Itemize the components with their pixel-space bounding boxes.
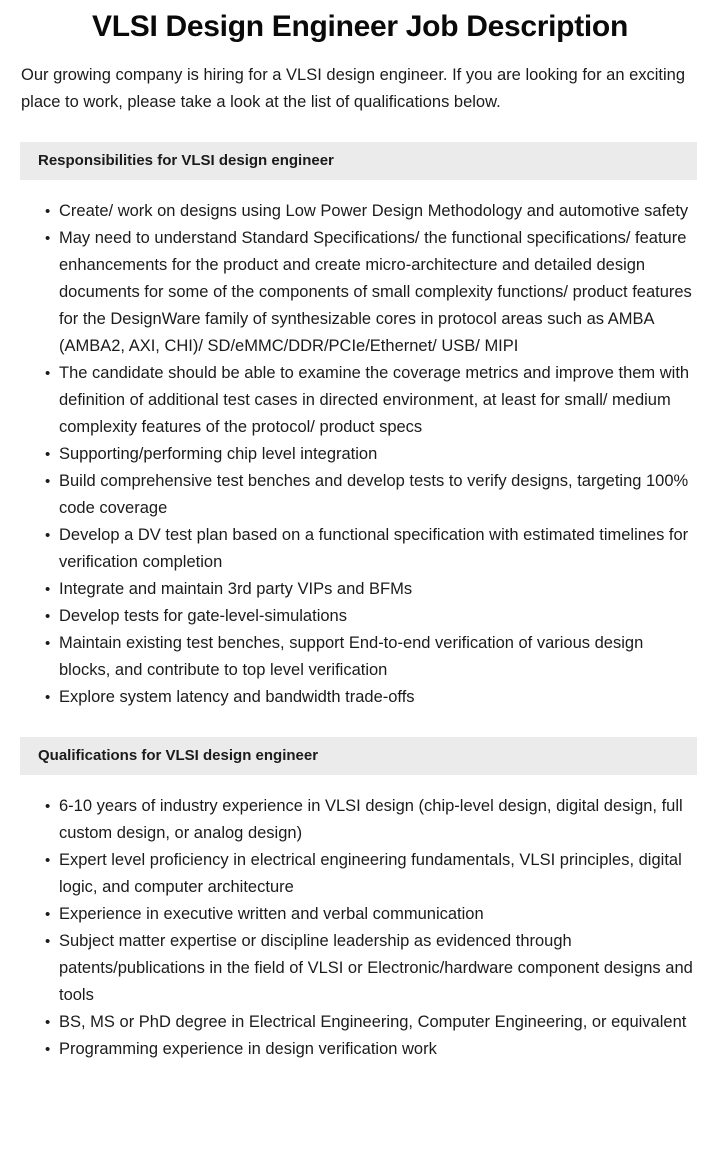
list-item: • BS, MS or PhD degree in Electrical Engineering, Computer Engineering, or equivalent bbox=[45, 1009, 697, 1036]
section-heading-qualifications: Qualifications for VLSI design engineer bbox=[20, 737, 697, 775]
list-item: • Experience in executive written and verbal communication bbox=[45, 901, 697, 928]
section-responsibilities bbox=[0, 142, 720, 711]
list-item: • The candidate should be able to examine the coverage metrics and improve them with definition of additional test cases in directed environment, at least for small/ medium complexity features of the protocol/ product specs bbox=[45, 360, 697, 441]
list-item: • Supporting/performing chip level integration bbox=[45, 441, 697, 468]
list-item: • 6-10 years of industry experience in VLSI design (chip-level design, digital design, full custom design, or analog design) bbox=[45, 793, 697, 847]
list-item: • May need to understand Standard Specifications/ the functional specifications/ feature enhancements for the product and create micro-architecture and detailed design documents for some of the components of small complexity functions/ product features for the DesignWare family of synthesizable cores in protocol areas such as AMBA (AMBA2, AXI, CHI)/ SD/eMMC/DDR/PCIe/Ethernet/ USB/ MIPI bbox=[45, 225, 697, 360]
list-item: • Create/ work on designs using Low Power Design Methodology and automotive safety bbox=[45, 198, 697, 225]
list-item: • Programming experience in design verification work bbox=[45, 1036, 697, 1063]
page-title: VLSI Design Engineer Job Description bbox=[92, 10, 628, 43]
list-item: • Develop a DV test plan based on a functional specification with estimated timelines for verification completion bbox=[45, 522, 697, 576]
list-item: • Expert level proficiency in electrical engineering fundamentals, VLSI principles, digital logic, and computer architecture bbox=[45, 847, 697, 901]
list-item: • Explore system latency and bandwidth trade-offs bbox=[45, 684, 697, 711]
qualifications-list bbox=[0, 775, 720, 1087]
intro-paragraph: Our growing company is hiring for a VLSI design engineer. If you are looking for an exciting place to work, please take a look at the list of qualifications below. bbox=[21, 66, 686, 111]
list-item: • Integrate and maintain 3rd party VIPs and BFMs bbox=[45, 576, 697, 603]
section-heading-responsibilities: Responsibilities for VLSI design engineer bbox=[20, 142, 697, 180]
section-qualifications bbox=[0, 737, 720, 1087]
list-item: • Subject matter expertise or discipline leadership as evidenced through patents/publications in the field of VLSI or Electronic/hardware component designs and tools bbox=[45, 928, 697, 1009]
list-item: • Maintain existing test benches, support End-to-end verification of various design blocks, and contribute to top level verification bbox=[45, 630, 697, 684]
list-item: • Develop tests for gate-level-simulations bbox=[45, 603, 697, 630]
list-item: • Build comprehensive test benches and develop tests to verify designs, targeting 100% code coverage bbox=[45, 468, 697, 522]
responsibilities-list bbox=[0, 180, 720, 711]
